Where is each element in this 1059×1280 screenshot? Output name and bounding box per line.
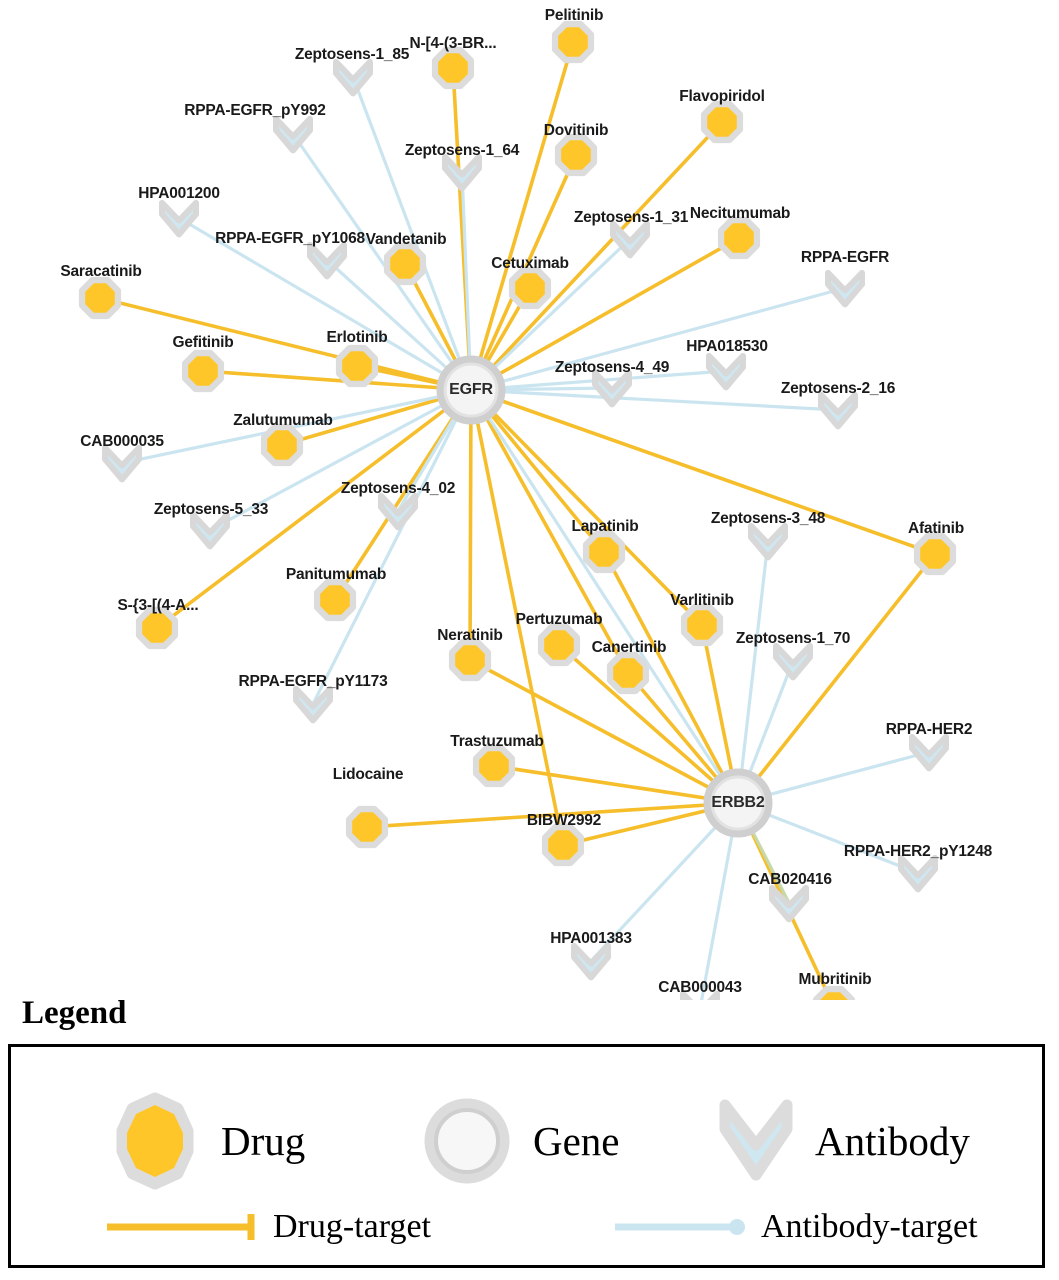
drug-label-0: Pelitinib	[544, 7, 604, 24]
antibody-node[interactable]	[772, 888, 806, 920]
drug-label-5: Vandetanib	[365, 231, 447, 248]
drug-node[interactable]	[142, 613, 172, 643]
antibody-node[interactable]	[751, 526, 785, 558]
antibody-label-0: Zeptosens-1_85	[294, 46, 410, 63]
antibody-label-7: HPA018530	[686, 338, 768, 355]
antibody-label-2: Zeptosens-1_64	[404, 142, 520, 159]
legend-node-row	[11, 1085, 1042, 1195]
legend-title: Legend	[22, 995, 127, 1031]
antibody-node[interactable]	[276, 119, 310, 151]
antibody-node[interactable]	[193, 515, 227, 547]
legend-item-drug	[103, 1091, 305, 1191]
graph-edge	[471, 390, 702, 625]
drug-node[interactable]	[548, 830, 578, 860]
drug-node[interactable]	[589, 537, 619, 567]
drug-label-4: Necitumumab	[689, 205, 791, 222]
graph-edge	[313, 390, 471, 704]
antibody-node[interactable]	[162, 203, 196, 235]
antibody-node[interactable]	[821, 395, 855, 427]
legend-label-gene: Gene	[533, 1117, 620, 1164]
gene-icon	[415, 1091, 519, 1191]
drug-label-12: Lapatinib	[571, 518, 639, 535]
antibody-label-4: Zeptosens-1_31	[573, 209, 689, 226]
drug-label-19: Trastuzumab	[450, 733, 544, 750]
drug-label-6: Cetuximab	[491, 255, 569, 272]
antibody-node[interactable]	[901, 858, 935, 890]
drug-node[interactable]	[561, 140, 591, 170]
antibody-label-13: Zeptosens-3_48	[710, 510, 826, 527]
drug-node[interactable]	[320, 585, 350, 615]
antibody-node[interactable]	[105, 448, 139, 480]
antibody-label-8: Zeptosens-4_49	[554, 359, 670, 376]
drug-node[interactable]	[544, 630, 574, 660]
drug-node[interactable]	[515, 273, 545, 303]
antibody-label-6: RPPA-EGFR	[800, 249, 890, 266]
drug-node[interactable]	[267, 430, 297, 460]
antibody-label-10: CAB000035	[80, 433, 164, 450]
legend-label-drug: Drug	[221, 1117, 306, 1164]
antibody-label-9: Zeptosens-2_16	[780, 380, 896, 397]
legend-item-gene	[415, 1091, 620, 1191]
antibody-label-18: CAB020416	[748, 871, 832, 888]
drug-label-22: Mubritinib	[798, 971, 872, 988]
antibody-label-15: RPPA-EGFR_pY1173	[238, 673, 388, 690]
drug-node[interactable]	[352, 812, 382, 842]
drug-node[interactable]	[687, 610, 717, 640]
drug-node[interactable]	[613, 658, 643, 688]
drug-node[interactable]	[455, 645, 485, 675]
drug-label-9: Gefitinib	[172, 334, 234, 351]
antibody-node[interactable]	[336, 62, 370, 93]
legend-edge-row	[11, 1207, 1042, 1263]
antibody-target-edge-icon	[611, 1207, 751, 1247]
drug-node[interactable]	[724, 223, 754, 253]
drug-label-16: Pertuzumab	[515, 611, 603, 628]
drug-label-14: Panitumumab	[285, 566, 387, 583]
drug-label-3: Dovitinib	[543, 122, 609, 139]
drug-node[interactable]	[438, 53, 468, 83]
antibody-label-12: Zeptosens-4_02	[340, 480, 456, 497]
drug-target-edge-icon	[103, 1207, 263, 1247]
drug-icon	[103, 1091, 207, 1191]
drug-label-8: Erlotinib	[326, 329, 388, 346]
drug-label-10: Zalutumumab	[233, 412, 333, 429]
gene-label-egfr: EGFR	[449, 381, 493, 398]
antibody-icon	[711, 1091, 801, 1191]
drug-label-18: Canertinib	[591, 639, 667, 656]
drug-node[interactable]	[85, 283, 115, 313]
drug-label-1: N-[4-(3-BR...	[409, 35, 497, 52]
drug-node[interactable]	[342, 351, 372, 381]
drug-node[interactable]	[479, 751, 509, 781]
drug-node[interactable]	[558, 27, 588, 57]
antibody-node[interactable]	[574, 946, 608, 978]
drug-node[interactable]	[920, 539, 950, 569]
drug-node[interactable]	[390, 249, 420, 279]
graph-edge	[470, 390, 471, 660]
legend-label-antibody: Antibody	[815, 1117, 970, 1164]
legend-item-drug-target	[103, 1207, 431, 1247]
antibody-node[interactable]	[709, 356, 743, 388]
antibody-label-16: RPPA-HER2	[885, 721, 973, 738]
drug-node[interactable]	[707, 107, 737, 137]
antibody-node[interactable]	[296, 689, 330, 721]
legend-label-antibody-target: Antibody-target	[761, 1208, 978, 1245]
legend-item-antibody-target	[611, 1207, 978, 1247]
antibody-label-14: Zeptosens-1_70	[735, 630, 851, 647]
antibody-label-19: HPA001383	[550, 930, 632, 947]
antibody-node[interactable]	[828, 273, 862, 305]
drug-label-17: Neratinib	[437, 627, 503, 644]
drug-label-7: Saracatinib	[60, 263, 142, 280]
antibody-node[interactable]	[776, 646, 810, 678]
drug-label-20: Lidocaine	[332, 766, 404, 783]
gene-label-erbb2: ERBB2	[711, 794, 765, 811]
antibody-label-1: RPPA-EGFR_pY992	[184, 102, 326, 119]
antibody-label-11: Zeptosens-5_33	[153, 501, 269, 518]
antibody-label-17: RPPA-HER2_pY1248	[843, 843, 993, 860]
antibody-node[interactable]	[912, 737, 946, 769]
antibody-label-3: HPA001200	[138, 185, 220, 202]
legend-box	[8, 1044, 1045, 1268]
drug-label-11: Afatinib	[907, 520, 965, 537]
legend-item-antibody	[711, 1091, 970, 1191]
drug-node[interactable]	[188, 356, 218, 386]
antibody-node[interactable]	[445, 157, 479, 189]
drug-label-21: BIBW2992	[526, 812, 602, 829]
drug-label-2: Flavopiridol	[679, 88, 765, 105]
graph-edge	[735, 554, 935, 803]
drug-label-15: S-{3-[(4-A...	[117, 597, 199, 614]
antibody-label-20: CAB000043	[658, 979, 742, 996]
antibody-label-5: RPPA-EGFR_pY1068	[215, 230, 365, 247]
legend-label-drug-target: Drug-target	[273, 1208, 431, 1245]
drug-label-13: Varlitinib	[670, 592, 734, 609]
